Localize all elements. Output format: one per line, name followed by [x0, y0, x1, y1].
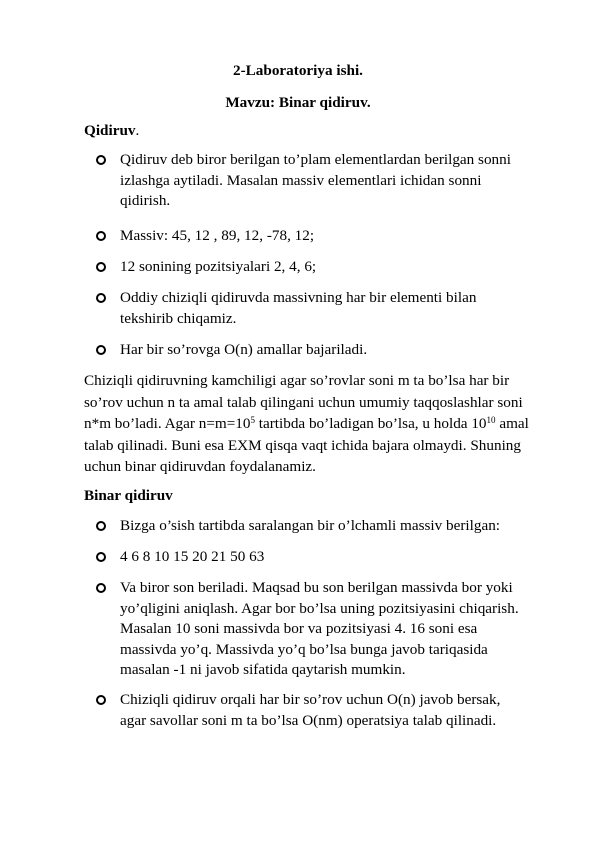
list-item: Va biror son beriladi. Maqsad bu son berilgan massivda bor yoki yo’qligini aniqlash. Agar bor bo’lsa uning pozitsiyasini chiqarish. Masalan 10 soni massivda bor va pozitsiyasi 4. 16 soni esa massivda yo’q. Massivda yo’q bo’lsa bunga javob tariqasida masalan -1 ni javob sifatida qaytarish mumkin.: [96, 578, 536, 681]
list-item: 4 6 8 10 15 20 21 50 63: [96, 547, 536, 568]
list-item: Har bir so’rovga O(n) amallar bajariladi.: [96, 340, 536, 361]
list-item: Massiv: 45, 12 , 89, 12, -78, 12;: [96, 226, 536, 247]
bullet-icon: [96, 521, 106, 531]
list-item: Chiziqli qidiruv orqali har bir so’rov uchun O(n) javob bersak, agar savollar soni m ta bo’lsa O(nm) operatsiya talab qilinadi.: [96, 690, 536, 731]
document-subtitle: Mavzu: Binar qidiruv.: [225, 94, 371, 111]
section-heading-binar-qidiruv: Binar qidiruv: [84, 487, 173, 504]
bullet-icon: [96, 695, 106, 705]
section-heading-qidiruv: Qidiruv.: [84, 122, 140, 139]
bullet-icon: [96, 552, 106, 562]
list-item: Oddiy chiziqli qidiruvda massivning har bir elementi bilan tekshirib chiqamiz.: [96, 288, 536, 329]
bullet-icon: [96, 231, 106, 241]
document-title: 2-Laboratoriya ishi.: [233, 62, 363, 79]
bullet-icon: [96, 155, 106, 165]
bullet-icon: [96, 293, 106, 303]
list-item: Qidiruv deb biror berilgan to’plam elementlardan berilgan sonni izlashga aytiladi. Masalan massiv elementlari ichidan sonni qidirish.: [96, 150, 536, 212]
bullet-icon: [96, 583, 106, 593]
list-item: Bizga o’sish tartibda saralangan bir o’lchamli massiv berilgan:: [96, 516, 536, 537]
body-paragraph: Chiziqli qidiruvning kamchiligi agar so’rovlar soni m ta bo’lsa har bir so’rov uchun n ta amal talab qilingani uchun umumiy taqqoslashlar soni n*m bo’ladi. Agar $n=m=10^5$ tartibda bo’ladigan bo’lsa, u holda $10^{10}$ amal talab qilinadi. Buni esa EXM qisqa vaqt ichida bajara olmaydi. Shuning uchun binar qidiruvdan foydalanamiz.: [84, 372, 529, 475]
bullet-icon: [96, 262, 106, 272]
bullet-icon: [96, 345, 106, 355]
list-item: 12 sonining pozitsiyalari 2, 4, 6;: [96, 257, 536, 278]
